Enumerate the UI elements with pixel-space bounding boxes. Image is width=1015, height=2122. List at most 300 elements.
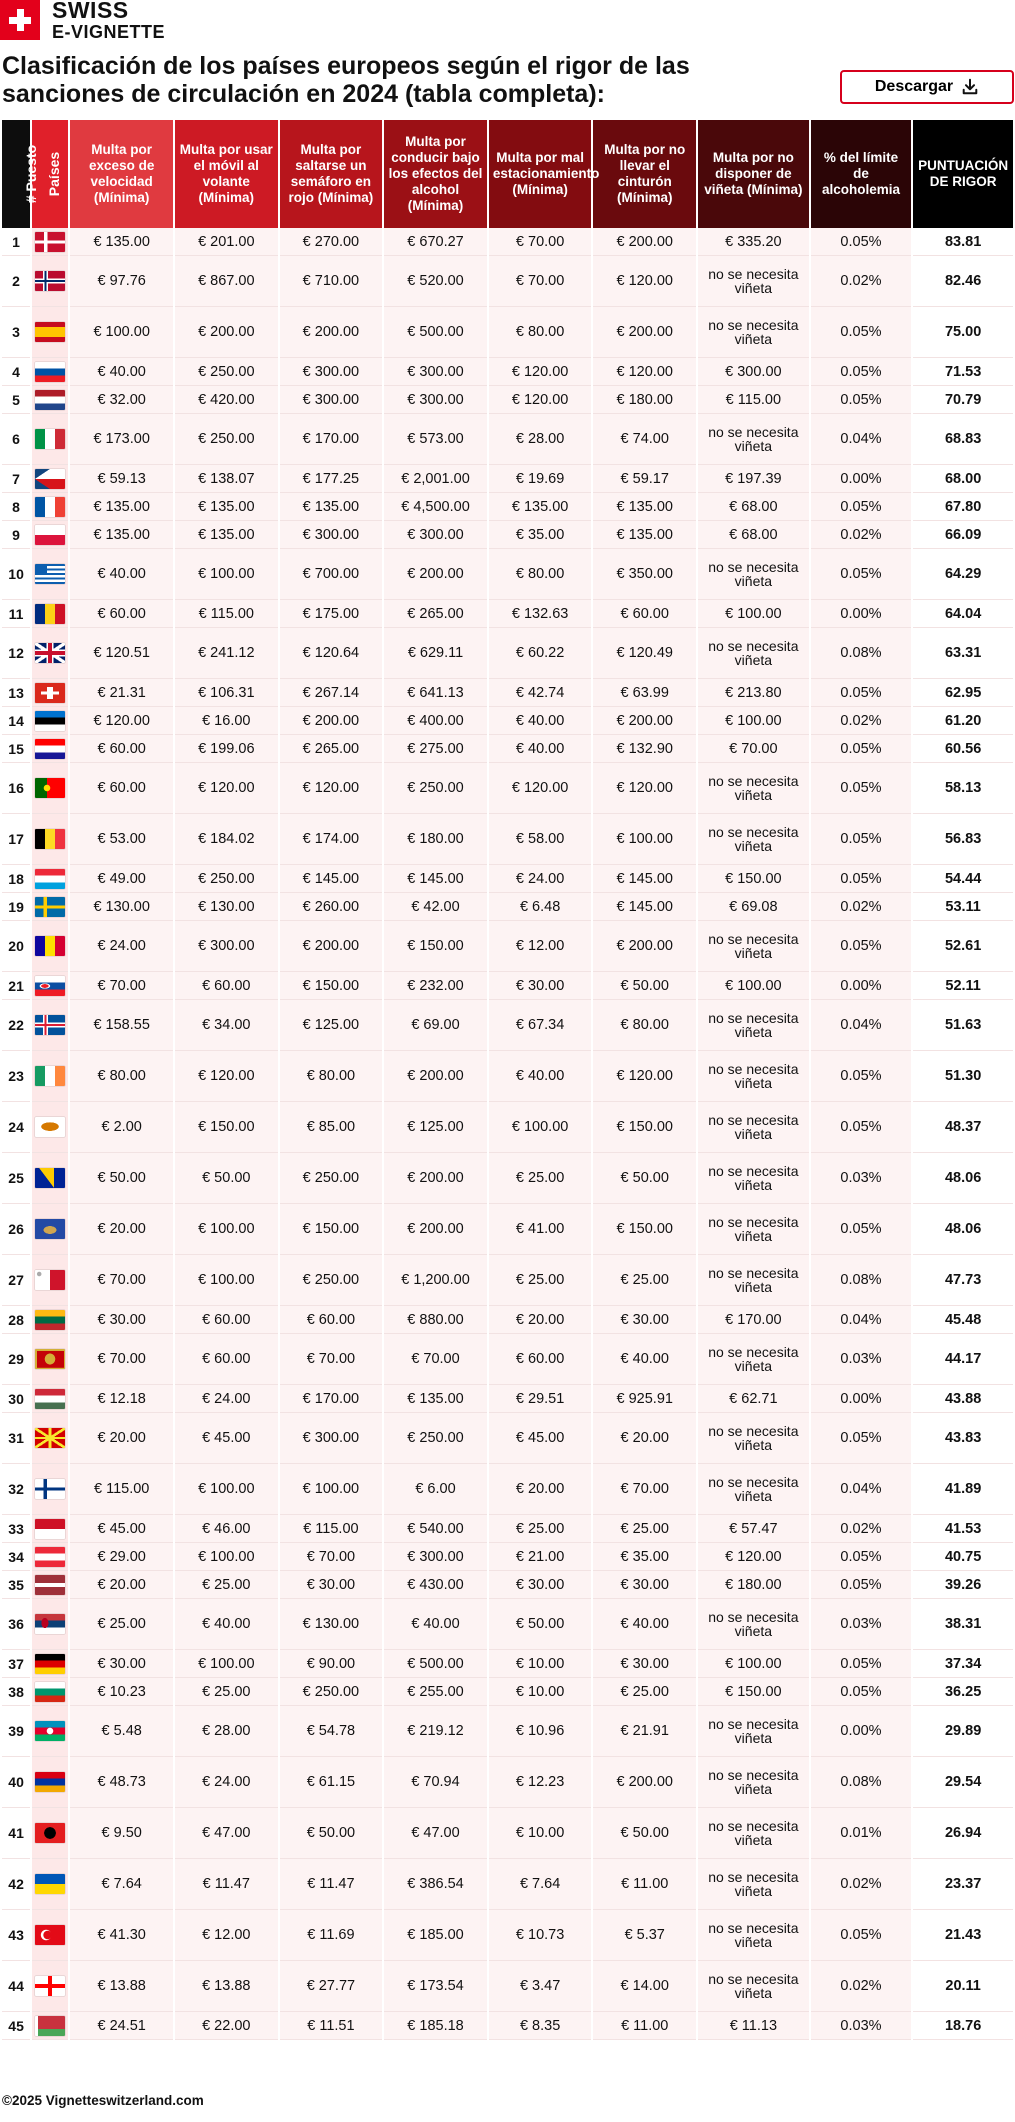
score-cell: 83.81 [913, 228, 1013, 256]
fine-cell: € 700.00 [280, 549, 383, 600]
fine-cell: € 45.00 [489, 1413, 592, 1464]
fine-cell: € 120.00 [698, 1543, 809, 1571]
fine-cell: € 60.00 [280, 1306, 383, 1334]
score-cell: 66.09 [913, 521, 1013, 549]
fine-cell: € 145.00 [280, 865, 383, 893]
score-cell: 29.89 [913, 1706, 1013, 1757]
fine-cell: € 68.00 [698, 521, 809, 549]
fine-cell: € 70.00 [70, 1255, 173, 1306]
romania-flag-icon [35, 604, 65, 624]
fine-cell: € 10.23 [70, 1678, 173, 1706]
score-cell: 43.88 [913, 1385, 1013, 1413]
fine-cell: € 69.08 [698, 893, 809, 921]
alcohol-limit-cell: 0.05% [811, 1204, 912, 1255]
fine-cell: € 63.99 [593, 679, 696, 707]
fine-cell: € 120.00 [489, 386, 592, 414]
fine-cell: € 29.00 [70, 1543, 173, 1571]
table-header-row [2, 120, 1013, 228]
fine-cell: € 115.00 [698, 386, 809, 414]
fine-cell: € 12.23 [489, 1757, 592, 1808]
fine-cell: € 335.20 [698, 228, 809, 256]
score-cell: 48.06 [913, 1204, 1013, 1255]
fine-cell: € 49.00 [70, 865, 173, 893]
score-cell: 47.73 [913, 1255, 1013, 1306]
fine-cell: € 25.00 [175, 1678, 278, 1706]
alcohol-limit-cell: 0.00% [811, 1706, 912, 1757]
rank-cell: 33 [2, 1515, 30, 1543]
bulgaria-flag-icon [35, 1682, 65, 1702]
fine-cell: € 59.13 [70, 465, 173, 493]
fine-cell: € 9.50 [70, 1808, 173, 1859]
fine-cell: € 260.00 [280, 893, 383, 921]
brand-logo [0, 0, 165, 40]
bosnia-flag-icon [35, 1168, 65, 1188]
fine-cell: € 255.00 [384, 1678, 487, 1706]
czechia-flag-icon [35, 469, 65, 489]
fine-cell: € 200.00 [384, 1153, 487, 1204]
fine-cell: € 46.00 [175, 1515, 278, 1543]
flag-cell [32, 521, 68, 549]
fine-cell: € 24.00 [489, 865, 592, 893]
fine-cell: no se necesita viñeta [698, 256, 809, 307]
rank-cell: 10 [2, 549, 30, 600]
fine-cell: € 300.00 [280, 386, 383, 414]
fine-cell: no se necesita viñeta [698, 1706, 809, 1757]
fine-cell: € 6.00 [384, 1464, 487, 1515]
fine-cell: € 20.00 [489, 1306, 592, 1334]
norway-flag-icon [35, 271, 65, 291]
austria-flag-icon [35, 1547, 65, 1567]
score-cell: 64.04 [913, 600, 1013, 628]
netherlands-flag-icon [35, 390, 65, 410]
fine-cell: € 100.00 [175, 1255, 278, 1306]
fine-cell: € 97.76 [70, 256, 173, 307]
fine-cell: € 170.00 [280, 1385, 383, 1413]
fine-cell: € 57.47 [698, 1515, 809, 1543]
score-cell: 63.31 [913, 628, 1013, 679]
fine-cell: € 13.88 [175, 1961, 278, 2012]
score-cell: 58.13 [913, 763, 1013, 814]
alcohol-limit-cell: 0.01% [811, 1808, 912, 1859]
fine-cell: € 24.00 [175, 1757, 278, 1808]
fine-cell: € 125.00 [384, 1102, 487, 1153]
fine-cell: € 430.00 [384, 1571, 487, 1599]
flag-cell [32, 1334, 68, 1385]
denmark-flag-icon [35, 232, 65, 252]
fine-cell: € 135.00 [70, 493, 173, 521]
fine-cell: € 200.00 [593, 1757, 696, 1808]
fine-cell: € 174.00 [280, 814, 383, 865]
fine-cell: € 500.00 [384, 1650, 487, 1678]
table-row [2, 1706, 1013, 1757]
slovenia-flag-icon [35, 362, 65, 382]
rank-cell: 5 [2, 386, 30, 414]
flag-cell [32, 1102, 68, 1153]
column-header-4 [280, 120, 383, 228]
fine-cell: € 20.00 [70, 1413, 173, 1464]
fine-cell: € 70.00 [280, 1543, 383, 1571]
fine-cell: € 267.14 [280, 679, 383, 707]
fine-cell: € 4,500.00 [384, 493, 487, 521]
ranking-table-wrapper [0, 120, 1015, 2040]
table-row [2, 1961, 1013, 2012]
fine-cell: € 48.73 [70, 1757, 173, 1808]
score-cell: 53.11 [913, 893, 1013, 921]
table-row [2, 1808, 1013, 1859]
fine-cell: € 150.00 [280, 972, 383, 1000]
rank-cell: 45 [2, 2012, 30, 2040]
fine-cell: € 173.54 [384, 1961, 487, 2012]
rank-cell: 36 [2, 1599, 30, 1650]
table-row [2, 1678, 1013, 1706]
fine-cell: € 21.91 [593, 1706, 696, 1757]
fine-cell: € 30.00 [593, 1306, 696, 1334]
rank-cell: 3 [2, 307, 30, 358]
fine-cell: € 135.00 [70, 228, 173, 256]
flag-cell [32, 1757, 68, 1808]
fine-cell: € 25.00 [489, 1255, 592, 1306]
fine-cell: € 30.00 [489, 1571, 592, 1599]
fine-cell: € 69.00 [384, 1000, 487, 1051]
rank-cell: 17 [2, 814, 30, 865]
flag-cell [32, 814, 68, 865]
fine-cell: € 135.00 [175, 521, 278, 549]
ranking-table [0, 120, 1015, 2040]
fine-cell: € 250.00 [384, 763, 487, 814]
score-cell: 51.63 [913, 1000, 1013, 1051]
score-cell: 61.20 [913, 707, 1013, 735]
fine-cell: € 1,200.00 [384, 1255, 487, 1306]
flag-cell [32, 1464, 68, 1515]
poland-flag-icon [35, 525, 65, 545]
fine-cell: € 8.35 [489, 2012, 592, 2040]
fine-cell: € 11.47 [280, 1859, 383, 1910]
alcohol-limit-cell: 0.05% [811, 549, 912, 600]
fine-cell: € 50.00 [489, 1599, 592, 1650]
fine-cell: € 22.00 [175, 2012, 278, 2040]
alcohol-limit-cell: 0.00% [811, 972, 912, 1000]
fine-cell: € 125.00 [280, 1000, 383, 1051]
fine-cell: no se necesita viñeta [698, 1000, 809, 1051]
score-cell: 54.44 [913, 865, 1013, 893]
fine-cell: € 24.00 [175, 1385, 278, 1413]
fine-cell: € 270.00 [280, 228, 383, 256]
turkey-flag-icon [35, 1925, 65, 1945]
table-row [2, 414, 1013, 465]
flag-cell [32, 2012, 68, 2040]
rank-cell: 1 [2, 228, 30, 256]
fine-cell: € 25.00 [489, 1515, 592, 1543]
fine-cell: € 10.96 [489, 1706, 592, 1757]
score-cell: 37.34 [913, 1650, 1013, 1678]
fine-cell: € 200.00 [280, 307, 383, 358]
fine-cell: € 34.00 [175, 1000, 278, 1051]
rank-cell: 25 [2, 1153, 30, 1204]
fine-cell: € 60.00 [175, 1334, 278, 1385]
column-header-0 [2, 120, 40, 228]
sweden-flag-icon [35, 897, 65, 917]
flag-cell [32, 1910, 68, 1961]
table-row [2, 763, 1013, 814]
fine-cell: € 50.00 [593, 972, 696, 1000]
alcohol-limit-cell: 0.05% [811, 865, 912, 893]
fine-cell: € 250.00 [280, 1153, 383, 1204]
albania-flag-icon [35, 1823, 65, 1843]
fine-cell: € 100.00 [698, 600, 809, 628]
flag-cell [32, 358, 68, 386]
rank-cell: 32 [2, 1464, 30, 1515]
fine-cell: € 11.13 [698, 2012, 809, 2040]
table-row [2, 1757, 1013, 1808]
flag-cell [32, 1650, 68, 1678]
score-cell: 43.83 [913, 1413, 1013, 1464]
alcohol-limit-cell: 0.05% [811, 763, 912, 814]
fine-cell: no se necesita viñeta [698, 814, 809, 865]
rank-cell: 28 [2, 1306, 30, 1334]
fine-cell: € 70.00 [280, 1334, 383, 1385]
rank-cell: 7 [2, 465, 30, 493]
andorra-flag-icon [35, 936, 65, 956]
fine-cell: € 213.80 [698, 679, 809, 707]
fine-cell: € 180.00 [593, 386, 696, 414]
score-cell: 60.56 [913, 735, 1013, 763]
table-row [2, 2012, 1013, 2040]
fine-cell: € 25.00 [489, 1153, 592, 1204]
rank-cell: 34 [2, 1543, 30, 1571]
rank-cell: 21 [2, 972, 30, 1000]
germany-flag-icon [35, 1654, 65, 1674]
table-row [2, 865, 1013, 893]
alcohol-limit-cell: 0.03% [811, 1599, 912, 1650]
belarus-flag-icon [35, 2016, 65, 2036]
fine-cell: € 150.00 [593, 1204, 696, 1255]
fine-cell: € 540.00 [384, 1515, 487, 1543]
fine-cell: € 120.00 [175, 1051, 278, 1102]
score-cell: 64.29 [913, 549, 1013, 600]
flag-cell [32, 1706, 68, 1757]
alcohol-limit-cell: 0.05% [811, 493, 912, 521]
fine-cell: € 50.00 [593, 1153, 696, 1204]
fine-cell: € 13.88 [70, 1961, 173, 2012]
score-cell: 71.53 [913, 358, 1013, 386]
fine-cell: € 170.00 [698, 1306, 809, 1334]
fine-cell: € 120.00 [593, 256, 696, 307]
download-button-label: Descargar [874, 78, 954, 95]
fine-cell: € 200.00 [384, 549, 487, 600]
fine-cell: € 135.00 [175, 493, 278, 521]
table-row [2, 1859, 1013, 1910]
fine-cell: € 100.00 [698, 1650, 809, 1678]
fine-cell: € 100.00 [698, 972, 809, 1000]
alcohol-limit-cell: 0.05% [811, 1650, 912, 1678]
fine-cell: € 265.00 [280, 735, 383, 763]
fine-cell: no se necesita viñeta [698, 1413, 809, 1464]
montenegro-flag-icon [35, 1349, 65, 1369]
finland-flag-icon [35, 1479, 65, 1499]
fine-cell: € 880.00 [384, 1306, 487, 1334]
fine-cell: € 41.00 [489, 1204, 592, 1255]
table-row [2, 1571, 1013, 1599]
rank-cell: 26 [2, 1204, 30, 1255]
fine-cell: € 100.00 [175, 1650, 278, 1678]
score-cell: 40.75 [913, 1543, 1013, 1571]
fine-cell: € 180.00 [698, 1571, 809, 1599]
fine-cell: € 250.00 [175, 865, 278, 893]
alcohol-limit-cell: 0.05% [811, 1102, 912, 1153]
fine-cell: € 5.37 [593, 1910, 696, 1961]
table-row [2, 735, 1013, 763]
alcohol-limit-cell: 0.03% [811, 2012, 912, 2040]
belgium-flag-icon [35, 829, 65, 849]
fine-cell: € 629.11 [384, 628, 487, 679]
alcohol-limit-cell: 0.02% [811, 256, 912, 307]
fine-cell: € 867.00 [175, 256, 278, 307]
fine-cell: no se necesita viñeta [698, 1153, 809, 1204]
fine-cell: € 45.00 [70, 1515, 173, 1543]
fine-cell: € 19.69 [489, 465, 592, 493]
fine-cell: € 45.00 [175, 1413, 278, 1464]
rank-cell: 11 [2, 600, 30, 628]
alcohol-limit-cell: 0.05% [811, 228, 912, 256]
fine-cell: € 300.00 [698, 358, 809, 386]
fine-cell: € 100.00 [70, 307, 173, 358]
alcohol-limit-cell: 0.08% [811, 628, 912, 679]
estonia-flag-icon [35, 711, 65, 731]
table-row [2, 1153, 1013, 1204]
fine-cell: € 25.00 [593, 1515, 696, 1543]
armenia-flag-icon [35, 1772, 65, 1792]
rank-cell: 42 [2, 1859, 30, 1910]
fine-cell: € 70.00 [70, 972, 173, 1000]
fine-cell: € 30.00 [70, 1650, 173, 1678]
fine-cell: € 11.47 [175, 1859, 278, 1910]
fine-cell: € 100.00 [175, 1204, 278, 1255]
flag-cell [32, 549, 68, 600]
table-row [2, 1910, 1013, 1961]
table-row [2, 1464, 1013, 1515]
rank-cell: 15 [2, 735, 30, 763]
rank-cell: 6 [2, 414, 30, 465]
fine-cell: € 21.00 [489, 1543, 592, 1571]
flag-cell [32, 600, 68, 628]
fine-cell: € 400.00 [384, 707, 487, 735]
alcohol-limit-cell: 0.00% [811, 465, 912, 493]
column-header-label: Multa por conducir bajo los efectos del alcohol (Mínima) [388, 134, 483, 213]
fine-cell: € 12.00 [489, 921, 592, 972]
column-header-label: Multa por saltarse un semáforo en rojo (Mínima) [288, 142, 374, 205]
fine-cell: € 60.00 [175, 1306, 278, 1334]
table-row [2, 707, 1013, 735]
rank-cell: 12 [2, 628, 30, 679]
score-cell: 18.76 [913, 2012, 1013, 2040]
fine-cell: € 60.22 [489, 628, 592, 679]
fine-cell: € 135.00 [593, 493, 696, 521]
alcohol-limit-cell: 0.00% [811, 600, 912, 628]
fine-cell: € 11.69 [280, 1910, 383, 1961]
score-cell: 39.26 [913, 1571, 1013, 1599]
fine-cell: € 265.00 [384, 600, 487, 628]
score-cell: 51.30 [913, 1051, 1013, 1102]
score-cell: 41.53 [913, 1515, 1013, 1543]
fine-cell: € 300.00 [384, 386, 487, 414]
fine-cell: € 80.00 [593, 1000, 696, 1051]
flag-cell [32, 1051, 68, 1102]
table-body [2, 228, 1013, 2040]
table-row [2, 521, 1013, 549]
fine-cell: € 150.00 [698, 1678, 809, 1706]
flag-cell [32, 893, 68, 921]
fine-cell: € 27.77 [280, 1961, 383, 2012]
rank-cell: 41 [2, 1808, 30, 1859]
fine-cell: € 100.00 [280, 1464, 383, 1515]
fine-cell: € 70.94 [384, 1757, 487, 1808]
fine-cell: no se necesita viñeta [698, 1910, 809, 1961]
fine-cell: € 42.00 [384, 893, 487, 921]
fine-cell: € 40.00 [593, 1334, 696, 1385]
fine-cell: € 120.00 [175, 763, 278, 814]
north-macedonia-flag-icon [35, 1428, 65, 1448]
fine-cell: € 40.00 [489, 707, 592, 735]
slovakia-flag-icon [35, 976, 65, 996]
fine-cell: € 80.00 [489, 307, 592, 358]
rank-cell: 24 [2, 1102, 30, 1153]
fine-cell: € 115.00 [280, 1515, 383, 1543]
fine-cell: € 300.00 [280, 358, 383, 386]
fine-cell: € 47.00 [384, 1808, 487, 1859]
table-row [2, 628, 1013, 679]
column-header-8 [698, 120, 809, 228]
fine-cell: € 173.00 [70, 414, 173, 465]
fine-cell: € 20.00 [489, 1464, 592, 1515]
fine-cell: € 200.00 [280, 921, 383, 972]
flag-cell [32, 1678, 68, 1706]
fine-cell: € 35.00 [489, 521, 592, 549]
fine-cell: € 925.91 [593, 1385, 696, 1413]
fine-cell: € 11.00 [593, 1859, 696, 1910]
alcohol-limit-cell: 0.05% [811, 358, 912, 386]
fine-cell: € 200.00 [280, 707, 383, 735]
switzerland-flag-icon [35, 683, 65, 703]
download-button[interactable] [840, 70, 1014, 104]
flag-cell [32, 1543, 68, 1571]
fine-cell: € 25.00 [70, 1599, 173, 1650]
fine-cell: € 61.15 [280, 1757, 383, 1808]
score-cell: 62.95 [913, 679, 1013, 707]
fine-cell: no se necesita viñeta [698, 1859, 809, 1910]
fine-cell: € 70.00 [489, 228, 592, 256]
fine-cell: € 28.00 [175, 1706, 278, 1757]
alcohol-limit-cell: 0.02% [811, 1961, 912, 2012]
fine-cell: € 40.00 [489, 735, 592, 763]
fine-cell: € 150.00 [698, 865, 809, 893]
flag-cell [32, 493, 68, 521]
fine-cell: € 100.00 [175, 1543, 278, 1571]
fine-cell: € 20.00 [70, 1204, 173, 1255]
table-row [2, 814, 1013, 865]
fine-cell: € 200.00 [384, 1204, 487, 1255]
flag-cell [32, 386, 68, 414]
fine-cell: € 40.00 [175, 1599, 278, 1650]
table-row [2, 493, 1013, 521]
fine-cell: € 62.71 [698, 1385, 809, 1413]
alcohol-limit-cell: 0.05% [811, 1543, 912, 1571]
rank-cell: 14 [2, 707, 30, 735]
fine-cell: € 74.00 [593, 414, 696, 465]
column-header-label: Multa por mal estacionamiento (Mínima) [492, 150, 600, 197]
alcohol-limit-cell: 0.02% [811, 521, 912, 549]
score-cell: 48.06 [913, 1153, 1013, 1204]
fine-cell: no se necesita viñeta [698, 1599, 809, 1650]
